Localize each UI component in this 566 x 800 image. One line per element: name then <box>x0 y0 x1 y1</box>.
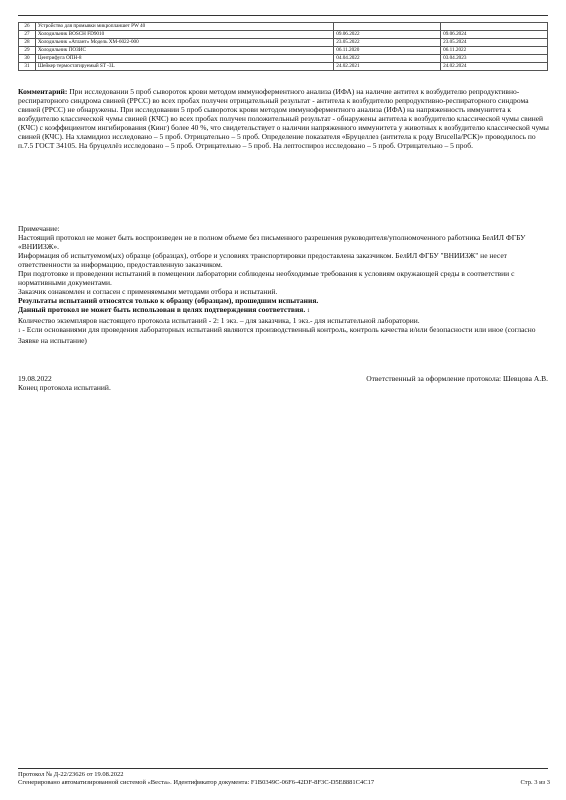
copies-line: Количество экземпляров настоящего протокола испытаний - 2: 1 экз. – для заказчика, 1 экз.- для испытательной лаборатории. <box>18 316 420 325</box>
top-divider <box>18 15 548 16</box>
note-line: Заказчик ознакомлен и согласен с применяемыми методами отбора и испытаний. <box>18 287 278 296</box>
footer-divider <box>18 768 548 769</box>
comment-text: При исследовании 5 проб сывороток крови методом иммуноферментного анализа (ИФА) на наличие антител к возбудителю репродуктивно-респираторного синдрома свиней (РРСС) во всех пробах получен отрицательный результат - антитела к возбудителю репродуктивно-респираторного синдрома свиней (РРСС) не обнаружены. При исследовании 5 проб сывороток крови методом иммуноферментного анализа (ИФА) на напряженность иммунитета к возбудителю классической чумы свиней (КЧС) во всех пробах получен положительный результат - обнаружены антитела к возбудителю классической чумы свиней (КЧС) с коэффициентом ингибирования (Кинг) более 40 %, что свидетельствует о наличии напряженного иммунитета у животных к возбудителю классической чумы свиней (КЧС). На хламидиоз исследовано – 5 проб. Отрицательно – 5 проб. Определение показателя «Бруцеллез (антитела к роду Brucella/РСК)» проводилось по п.7.5 ГОСТ 34105. На бруцеллёз исследовано – 5 проб. Отрицательно – 5 проб. На лептоспироз исследовано – 5 проб. Отрицательно – 5 проб. <box>18 87 549 150</box>
note-line: Настоящий протокол не может быть воспроизведен не в полном объеме без письменного разрешения руководителя/уполномоченного работника БелИЛ ФГБУ «ВНИИЗЖ». <box>18 233 526 251</box>
equipment-cell-name: Устройство для промывки микропланшет PW 40 <box>35 23 333 31</box>
equipment-cell-date1: 06.11.2020 <box>334 47 441 55</box>
footer-generated: Сгенерировано автоматизированной системой «Веста». Идентификатор документа: F1B0349C-06F6-42DF-8F3C-D5E8881C4C17 <box>18 779 375 787</box>
note-line: Информация об испытуемом(ых) образце (образцах), отборе и условиях транспортировки предоставлена заказчиком. БелИЛ ФГБУ "ВНИИЗЖ" не несет ответственности за информацию, предоставленную заказчиком. <box>18 251 507 269</box>
equipment-cell-date1: 23.05.2022 <box>334 39 441 47</box>
comment-block <box>18 87 550 150</box>
equipment-cell-num: 27 <box>19 31 36 39</box>
equipment-row <box>19 23 548 31</box>
equipment-cell-num: 28 <box>19 39 36 47</box>
responsible-person: Ответственный за оформление протокола: Шевцова А.В. <box>366 374 548 383</box>
protocol-end-text: Конец протокола испытаний. <box>18 383 111 392</box>
equipment-cell-date2: 09.06.2024 <box>441 31 548 39</box>
equipment-cell-date2: 23.05.2024 <box>441 39 548 47</box>
equipment-row <box>19 63 548 71</box>
note-line: При подготовке и проведении испытаний в помещении лаборатории соблюдены необходимые требования к условиям окружающей среды в соответствии с нормативными документами. <box>18 269 515 287</box>
equipment-cell-date1: 04.04.2022 <box>334 55 441 63</box>
equipment-cell-num: 29 <box>19 47 36 55</box>
footnote-line <box>18 325 550 345</box>
equipment-cell-name: Холодильник «Атлант» Модель ХМ-6022-000 <box>35 39 333 47</box>
equipment-row <box>19 47 548 55</box>
equipment-cell-date2: 03.04.2023 <box>441 55 548 63</box>
equipment-cell-name: Шейкер термостатируемый ST -3L <box>35 63 333 71</box>
footer-protocol: Протокол № Д-22/23626 от 19.08.2022 <box>18 771 124 778</box>
footnote-text: - Если основаниями для проведения лабораторных испытаний являются производственный контроль, контроль качества и/или безопасности или иное (согласно Заявке на испытание) <box>18 325 536 345</box>
conformity-text: Данный протокол не может быть использован в целях подтверждения соответствия. <box>18 305 306 314</box>
comment-label: Комментарий: <box>18 87 68 96</box>
notes-block <box>18 224 550 345</box>
footnote-mark: 1 <box>18 329 21 334</box>
equipment-row <box>19 39 548 47</box>
equipment-cell-name: Центрифуга ОПН-8 <box>35 55 333 63</box>
equipment-cell-name: Холодильник BOSCH FD9010 <box>35 31 333 39</box>
footnote-ref: 1 <box>307 309 310 314</box>
equipment-cell-num: 31 <box>19 63 36 71</box>
signature-left <box>18 374 111 392</box>
equipment-cell-num: 30 <box>19 55 36 63</box>
protocol-date: 19.08.2022 <box>18 374 52 383</box>
equipment-cell-date2 <box>441 23 548 31</box>
conformity-line <box>18 305 550 316</box>
equipment-table-body <box>19 23 548 71</box>
equipment-cell-date2: 24.02.2024 <box>441 63 548 71</box>
equipment-cell-date2: 06.11.2022 <box>441 47 548 55</box>
equipment-row <box>19 55 548 63</box>
page-number: Стр. 3 из 3 <box>520 779 550 787</box>
equipment-cell-num: 26 <box>19 23 36 31</box>
notes-heading: Примечание: <box>18 224 60 233</box>
page-footer <box>18 771 550 788</box>
equipment-cell-date1: 24.02.2021 <box>334 63 441 71</box>
equipment-cell-date1 <box>334 23 441 31</box>
results-scope-line: Результаты испытаний относятся только к образцу (образцам), прошедшим испытания. <box>18 296 319 305</box>
signature-right <box>366 374 548 383</box>
equipment-table <box>18 22 548 71</box>
equipment-cell-name: Холодильник ПОЗИС <box>35 47 333 55</box>
equipment-row <box>19 31 548 39</box>
equipment-cell-date1: 09.06.2022 <box>334 31 441 39</box>
